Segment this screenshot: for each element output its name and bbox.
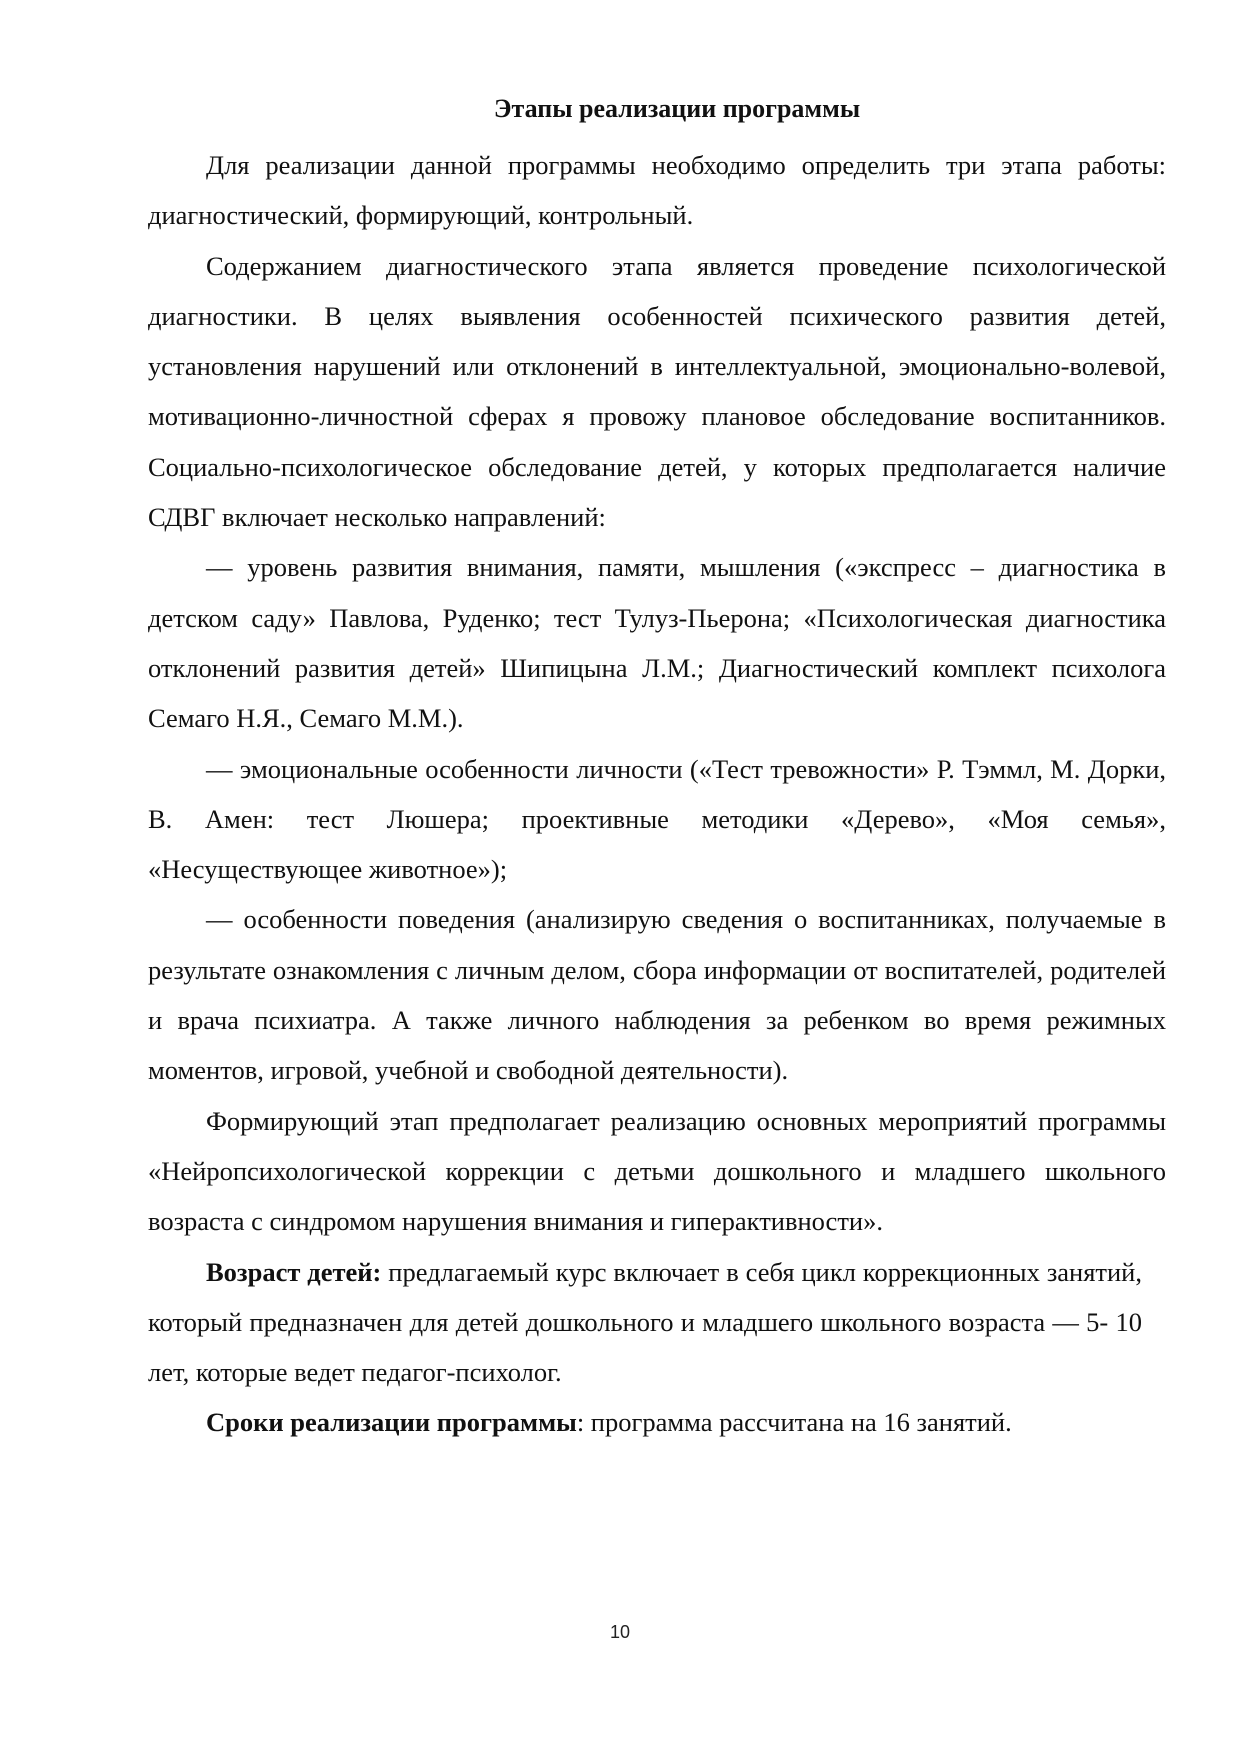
program-terms-label: Сроки реализации программы xyxy=(206,1407,577,1438)
children-age-label: Возраст детей: xyxy=(206,1256,382,1287)
paragraph-diagnostic-stage: Содержанием диагностического этапа является проведение психологической диагностики. В целях выявления особенностей психического развития детей, установления нарушений или отклонений в интеллектуальной, эмоционально-волевой, мотивационно-личностной сферах я провожу плановое обследование воспитанников. Социально-психологическое обследование детей, у которых предполагается наличие СДВГ включает несколько направлений: xyxy=(148,250,1166,533)
page-number: 10 xyxy=(609,1622,631,1642)
paragraph-stages: Для реализации данной программы необходимо определить три этапа работы: диагностический, формирующий, контрольный. xyxy=(148,150,1166,231)
paragraph-attention-memory: — уровень развития внимания, памяти, мышления («экспресс – диагностика в детском саду» Павлова, Руденко; тест Тулуз-Пьерона; «Психологическая диагностика отклонений развития детей» Шипицына Л.М.; Диагностический комплект психолога Семаго Н.Я., Семаго М.М.). xyxy=(148,552,1166,734)
paragraph-forming-stage: Формирующий этап предполагает реализацию основных мероприятий программы «Нейропсихологической коррекции с детьми дошкольного и младшего школьного возраста с синдромом нарушения внимания и гиперактивности». xyxy=(148,1105,1166,1237)
children-age-text: предлагаемый курс включает в себя цикл коррекционных занятий, который предназначен для детей дошкольного и младшего школьного возраста — 5- 10 лет, которые ведет педагог-психолог. xyxy=(148,1256,1142,1388)
program-terms-text: : программа рассчитана на 16 занятий. xyxy=(576,1407,1012,1438)
paragraph-emotional-features: — эмоциональные особенности личности («Тест тревожности» Р. Тэммл, М. Дорки, В. Амен: тест Люшера; проективные методики «Дерево», «Моя семья», «Несуществующее животное»); xyxy=(148,753,1166,885)
paragraph-children-age xyxy=(148,1247,1166,1398)
paragraph-program-terms xyxy=(148,1397,1166,1447)
paragraph-behavior-features: — особенности поведения (анализирую сведения о воспитанниках, получаемые в результате ознакомления с личным делом, сбора информации от воспитателей, родителей и врача психиатра. А также личного наблюдения за ребенком во время режимных моментов, игровой, учебной и свободной деятельности). xyxy=(148,904,1166,1086)
document-page xyxy=(148,86,1166,1448)
document-title: Этапы реализации программы xyxy=(493,94,861,123)
